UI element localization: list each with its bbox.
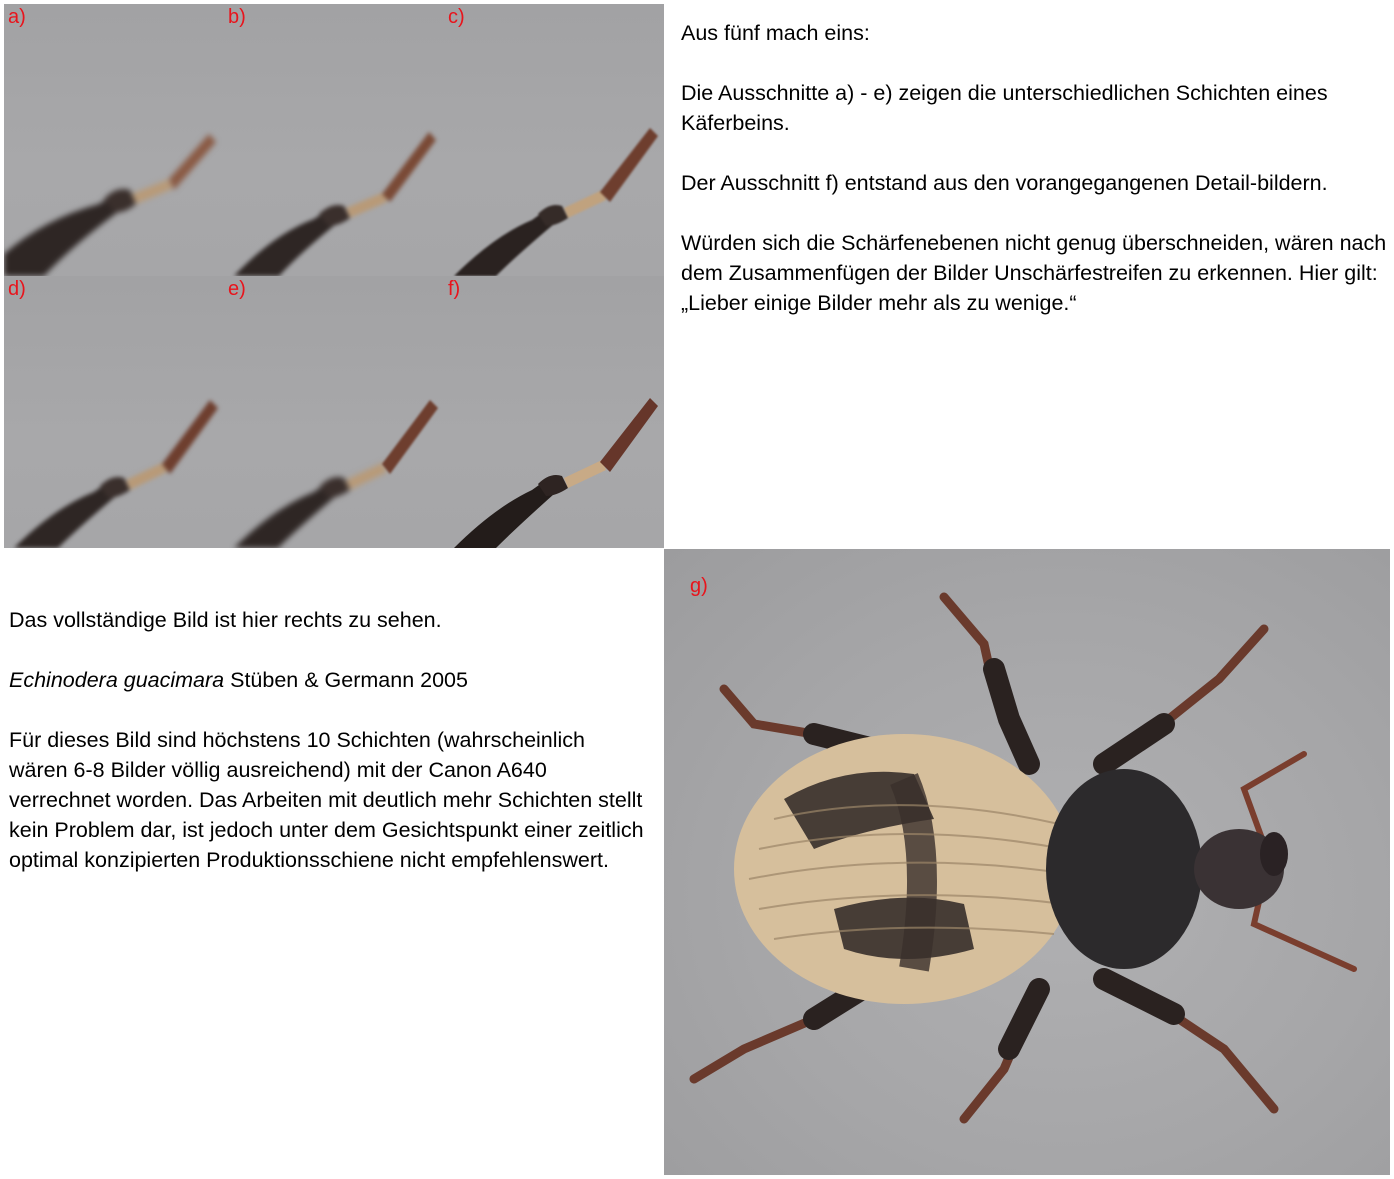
leg-image-b	[224, 4, 444, 276]
weevil-photo	[664, 549, 1390, 1175]
leg-image-f	[444, 276, 664, 548]
leg-image-c	[444, 4, 664, 276]
description-intro: Das vollständige Bild ist hier rechts zu sehen.	[9, 608, 442, 632]
leg-image-e	[224, 276, 444, 548]
photo-panel-b	[224, 4, 444, 276]
panel-label-g: g)	[690, 575, 708, 597]
panel-label: e)	[228, 278, 246, 300]
intro-paragraph-layers: Die Ausschnitte a) - e) zeigen die unterschiedlichen Schichten eines Käferbeins.	[681, 81, 1328, 135]
panel-label: b)	[228, 6, 246, 28]
photo-panel-c	[444, 4, 664, 276]
intro-heading: Aus fünf mach eins:	[681, 21, 870, 45]
intro-paragraph-overlap: Würden sich die Schärfenebenen nicht genug überschneiden, wären nach dem Zusammenfügen der Bilder Unschärfestreifen zu erkennen. Hier gilt: „Lieber einige Bilder mehr als zu wenige.“	[681, 231, 1387, 315]
photo-panel-d	[4, 276, 224, 548]
species-name: Echinodera guacimara	[9, 668, 225, 692]
photo-panel-f	[444, 276, 664, 548]
species-authors: Stüben & Germann 2005	[224, 668, 468, 692]
description-paragraph: Für dieses Bild sind höchstens 10 Schichten (wahrscheinlich wären 6-8 Bilder völlig ausreichend) mit der Canon A640 verrechnet worden. Das Arbeiten mit deutlich mehr Schichten stellt kein Problem dar, ist jedoch unter dem Gesichtspunkt einer zeitlich optimal konzipierten Produktionsschiene nicht empfehlenswert.	[9, 728, 644, 872]
species-line	[9, 665, 649, 695]
photo-panel-e	[224, 276, 444, 548]
intro-text	[681, 18, 1389, 348]
description-text	[9, 605, 649, 905]
weevil-image	[664, 549, 1390, 1175]
panel-label: f)	[448, 278, 461, 300]
panel-label: d)	[8, 278, 26, 300]
leg-image-d	[4, 276, 224, 548]
photo-panel-a	[4, 4, 224, 276]
panel-label: a)	[8, 6, 26, 28]
intro-paragraph-detail: Der Ausschnitt f) entstand aus den vorangegangenen Detail-bildern.	[681, 171, 1328, 195]
panel-label: c)	[448, 6, 465, 28]
layer-photo-grid	[4, 4, 664, 548]
leg-image-a	[4, 4, 224, 276]
